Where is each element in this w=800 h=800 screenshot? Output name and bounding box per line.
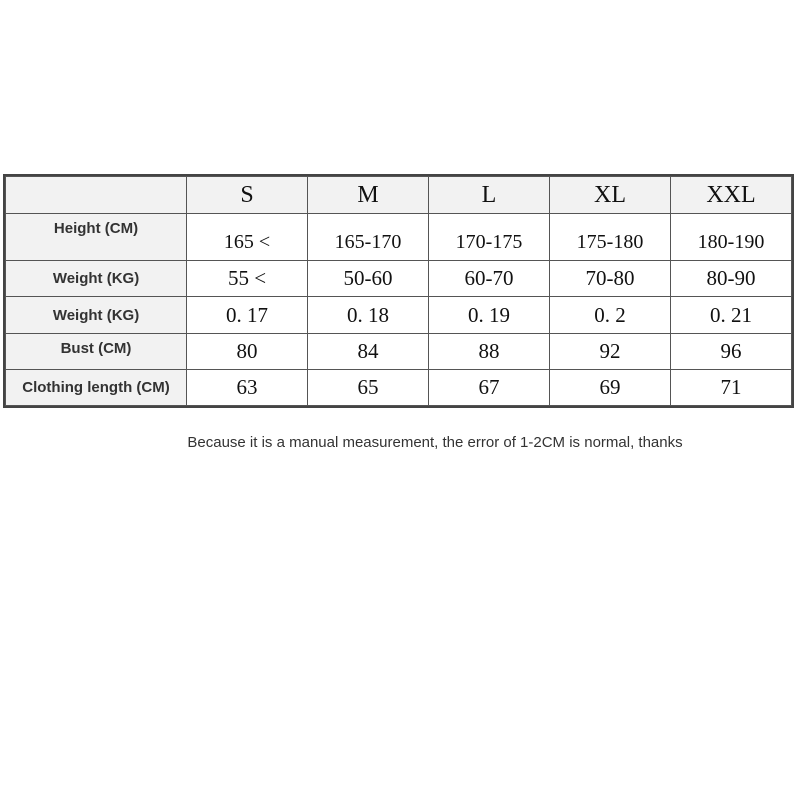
table-row xyxy=(6,297,792,333)
size-chart xyxy=(3,174,794,408)
table-cell: 71 xyxy=(671,369,792,405)
table-cell: 175-180 xyxy=(550,214,671,261)
table-cell: 65 xyxy=(308,369,429,405)
size-header: XXL xyxy=(671,177,792,214)
size-header: XL xyxy=(550,177,671,214)
table-cell: 0. 19 xyxy=(429,297,550,333)
table-cell: 0. 21 xyxy=(671,297,792,333)
table-cell: 70-80 xyxy=(550,261,671,297)
measurement-note: Because it is a manual measurement, the error of 1-2CM is normal, thanks xyxy=(187,434,683,451)
row-label: Weight (KG) xyxy=(6,261,187,297)
size-header: S xyxy=(187,177,308,214)
size-header: M xyxy=(308,177,429,214)
table-cell: 165 < xyxy=(187,214,308,261)
table-cell: 80 xyxy=(187,333,308,369)
size-table xyxy=(5,176,792,406)
table-cell: 80-90 xyxy=(671,261,792,297)
table-cell: 69 xyxy=(550,369,671,405)
table-row xyxy=(6,333,792,369)
table-row xyxy=(6,369,792,405)
table-cell: 67 xyxy=(429,369,550,405)
row-label: Height (CM) xyxy=(6,214,187,261)
table-cell: 0. 17 xyxy=(187,297,308,333)
row-label: Bust (CM) xyxy=(6,333,187,369)
table-cell: 60-70 xyxy=(429,261,550,297)
table-cell: 96 xyxy=(671,333,792,369)
corner-cell xyxy=(6,177,187,214)
table-cell: 88 xyxy=(429,333,550,369)
table-cell: 165-170 xyxy=(308,214,429,261)
size-header: L xyxy=(429,177,550,214)
row-label: Clothing length (CM) xyxy=(6,369,187,405)
table-row xyxy=(6,261,792,297)
table-cell: 0. 18 xyxy=(308,297,429,333)
table-cell: 170-175 xyxy=(429,214,550,261)
table-cell: 84 xyxy=(308,333,429,369)
header-row xyxy=(6,177,792,214)
table-row xyxy=(6,214,792,261)
table-cell: 0. 2 xyxy=(550,297,671,333)
table-cell: 63 xyxy=(187,369,308,405)
row-label: Weight (KG) xyxy=(6,297,187,333)
table-cell: 92 xyxy=(550,333,671,369)
table-cell: 55 < xyxy=(187,261,308,297)
table-cell: 50-60 xyxy=(308,261,429,297)
table-cell: 180-190 xyxy=(671,214,792,261)
